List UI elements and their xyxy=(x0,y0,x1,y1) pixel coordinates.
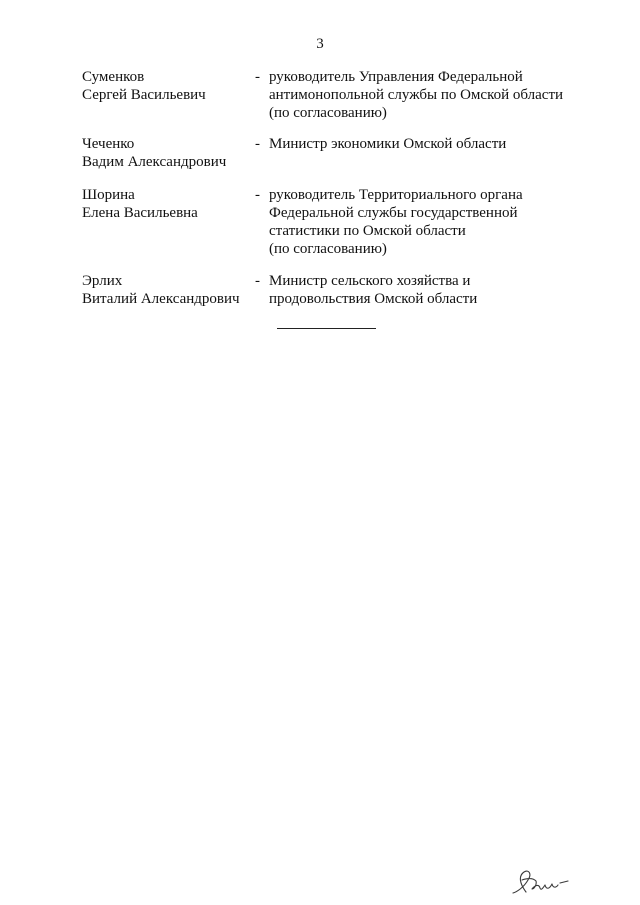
position-line: Министр сельского хозяйства и xyxy=(269,273,471,289)
member-surname: Эрлих xyxy=(82,273,123,289)
entry-dash: - xyxy=(255,69,260,85)
entry-dash: - xyxy=(255,273,260,289)
member-position xyxy=(269,186,589,258)
member-entry xyxy=(0,68,640,122)
member-list xyxy=(0,68,640,308)
member-surname: Чеченко xyxy=(82,136,135,152)
member-name xyxy=(82,186,252,222)
position-line: (по согласованию) xyxy=(269,241,387,257)
entry-dash: - xyxy=(255,136,260,152)
member-entry xyxy=(0,135,640,171)
entry-dash: - xyxy=(255,187,260,203)
end-of-list-rule xyxy=(277,328,376,329)
member-given-names: Виталий Александрович xyxy=(82,291,240,307)
member-entry xyxy=(0,186,640,258)
member-surname: Суменков xyxy=(82,69,145,85)
position-line: руководитель Управления Федеральной xyxy=(269,69,523,85)
signature-initials xyxy=(508,862,572,900)
member-position xyxy=(269,272,589,308)
position-spacer xyxy=(269,153,589,171)
member-given-names: Елена Васильевна xyxy=(82,205,198,221)
member-name xyxy=(82,68,252,104)
position-line: руководитель Территориального органа xyxy=(269,187,523,203)
member-given-names: Вадим Александрович xyxy=(82,154,227,170)
member-name xyxy=(82,272,252,308)
member-entry xyxy=(0,272,640,308)
member-name xyxy=(82,135,252,171)
position-line: Министр экономики Омской области xyxy=(269,136,507,152)
position-line: продовольствия Омской области xyxy=(269,291,478,307)
position-line: (по согласованию) xyxy=(269,105,387,121)
position-line: антимонопольной службы по Омской области xyxy=(269,87,564,103)
member-position xyxy=(269,135,589,171)
member-position xyxy=(269,68,589,122)
member-given-names: Сергей Васильевич xyxy=(82,87,206,103)
member-surname: Шорина xyxy=(82,187,135,203)
page-number: 3 xyxy=(316,36,324,52)
position-line: Федеральной службы государственной xyxy=(269,205,518,221)
position-line: статистики по Омской области xyxy=(269,223,466,239)
